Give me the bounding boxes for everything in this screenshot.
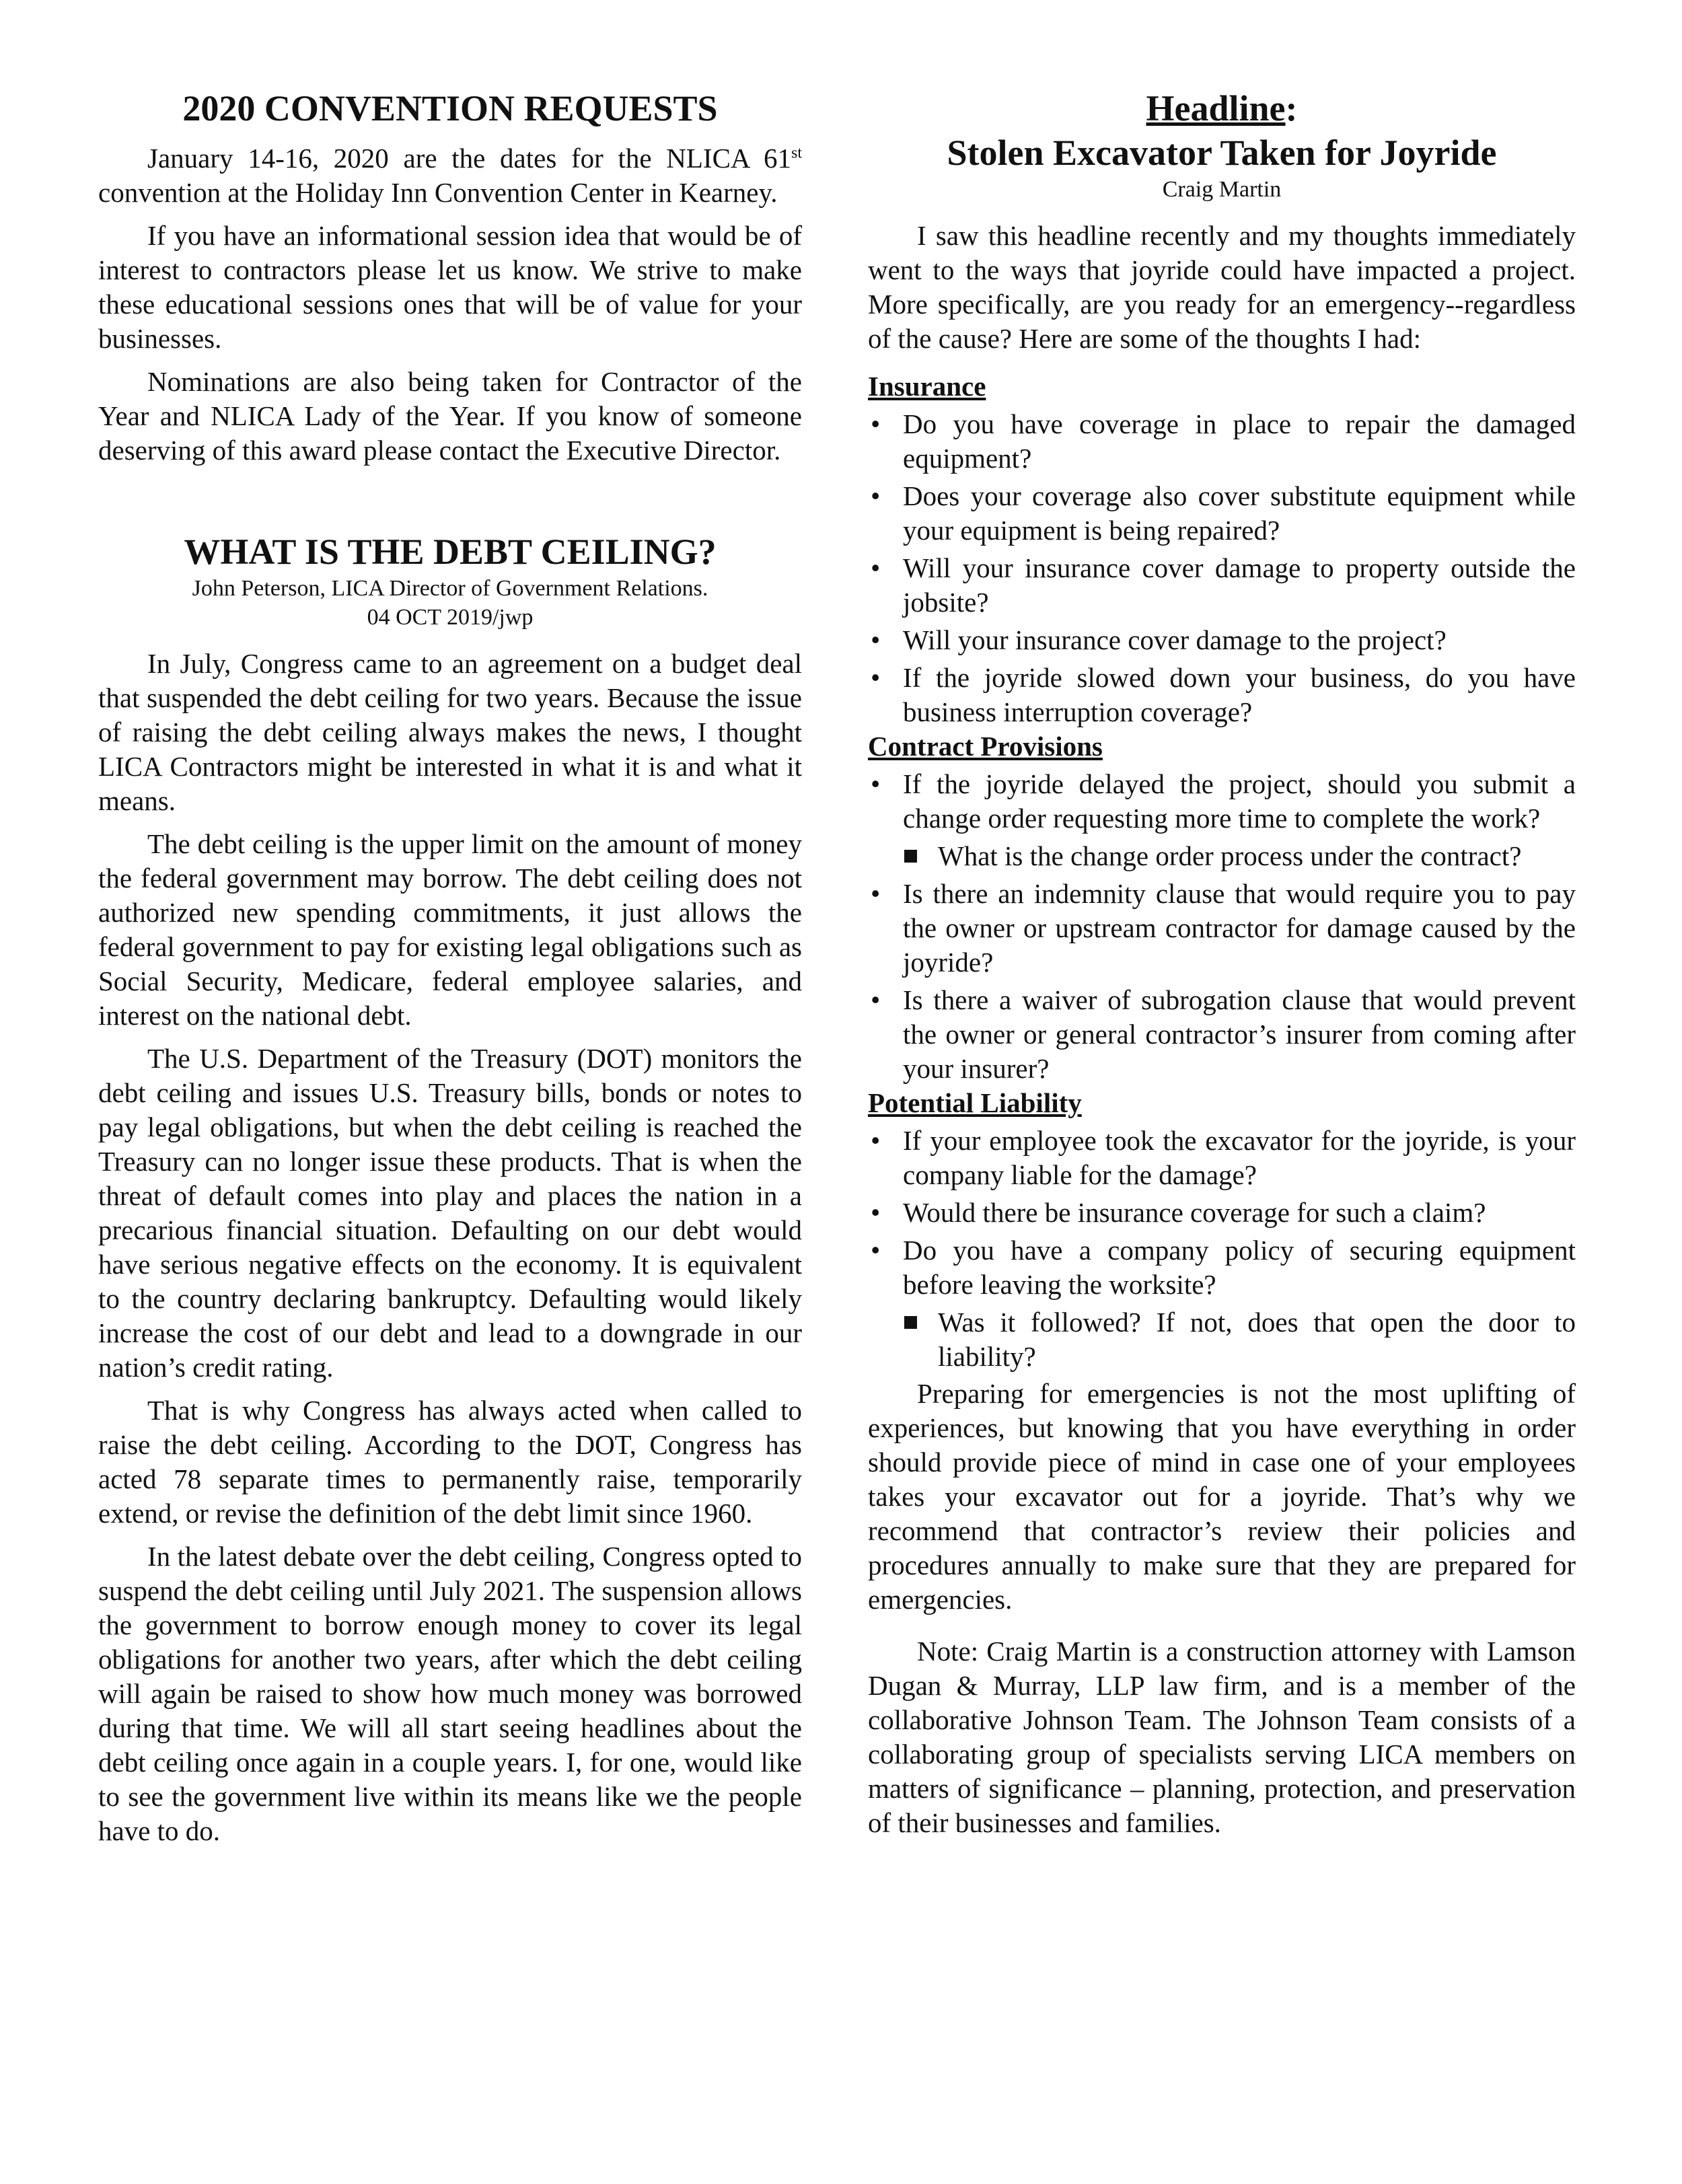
bullet-icon: • bbox=[871, 878, 881, 909]
contract-list bbox=[868, 767, 1576, 1086]
convention-paragraph-2: If you have an informational session idea that would be of interest to contractors please let us know. We strive to make these educational sessions ones that will be of value for your businesses. bbox=[98, 220, 802, 354]
contract-provisions-heading: Contract Provisions bbox=[868, 731, 1103, 762]
sub-list-item: What is the change order process under the contract? bbox=[868, 839, 1576, 873]
debt-paragraph-1: In July, Congress came to an agreement on a budget deal that suspended the debt ceiling for two years. Because the issue of raising the debt ceiling always makes the news, I thought LICA Contractors might be interested in what it is and what it means. bbox=[98, 648, 802, 816]
convention-paragraph-1: January 14-16, 2020 are the dates for the NLICA 61st convention at the Holiday Inn Convention Center in Kearney. bbox=[98, 143, 802, 208]
bullet-icon: • bbox=[871, 624, 881, 655]
bullet-icon: • bbox=[871, 1197, 881, 1228]
debt-paragraph-5: In the latest debate over the debt ceiling, Congress opted to suspend the debt ceiling until July 2021. The suspension allows the government to borrow enough money to cover its legal obligations for another two years, after which the debt ceiling will again be raised to show how much money was borrowed during that time. We will all start seeing headlines about the debt ceiling once again in a couple years. I, for one, would like to see the government live within its means like we the people have to do. bbox=[98, 1541, 802, 1846]
debt-ceiling-title: WHAT IS THE DEBT CEILING? bbox=[184, 532, 717, 572]
joyride-closing-paragraph: Preparing for emergencies is not the most uplifting of experiences, but knowing that you have everything in order should provide piece of mind in case one of your employees takes your excavator out for a joyride. That’s why we recommend that contractor’s review their policies and procedures annually to make sure that they are prepared for emergencies. bbox=[868, 1378, 1576, 1615]
convention-title: 2020 CONVENTION REQUESTS bbox=[182, 88, 718, 129]
right-column bbox=[868, 86, 1576, 1840]
list-item: • Is there a waiver of subrogation clause that would prevent the owner or general contractor’s insurer from coming after your insurer? bbox=[871, 984, 1576, 1084]
liability-list bbox=[868, 1124, 1576, 1374]
square-bullet-icon bbox=[904, 850, 917, 863]
insurance-list bbox=[868, 407, 1576, 729]
headline-label: Headline: bbox=[1146, 88, 1298, 129]
debt-paragraph-3: The U.S. Department of the Treasury (DOT) monitors the debt ceiling and issues U.S. Treasury bills, bonds or notes to pay legal obligations, but when the debt ceiling is reached the Treasury can no longer issue these products. That is when the threat of default comes into play and places the nation in a precarious financial situation. Defaulting on our debt would have serious negative effects on the economy. It is equivalent to the country declaring bankruptcy. Defaulting would likely increase the cost of our debt and lead to a downgrade in our nation’s credit rating. bbox=[98, 1043, 802, 1383]
left-column bbox=[98, 86, 802, 1848]
sub-list-item: Was it followed? If not, does that open the door to liability? bbox=[868, 1305, 1576, 1374]
list-item: • Will your insurance cover damage to the project? bbox=[868, 623, 1576, 657]
bullet-icon: • bbox=[871, 768, 881, 799]
bullet-icon: • bbox=[871, 552, 881, 583]
square-bullet-icon bbox=[904, 1316, 917, 1329]
list-item: • If the joyride delayed the project, should you submit a change order requesting more time to complete the work? bbox=[871, 768, 1576, 834]
bullet-icon: • bbox=[871, 1235, 881, 1266]
joyride-author: Craig Martin bbox=[1162, 177, 1282, 202]
bullet-icon: • bbox=[871, 480, 881, 511]
debt-ceiling-author: John Peterson, LICA Director of Government Relations. bbox=[192, 576, 708, 601]
list-item: • Do you have coverage in place to repair the damaged equipment? bbox=[871, 408, 1576, 474]
convention-paragraph-3: Nominations are also being taken for Contractor of the Year and NLICA Lady of the Year. If you know of someone deserving of this award please contact the Executive Director. bbox=[98, 366, 802, 466]
bullet-icon: • bbox=[871, 662, 881, 693]
bullet-icon: • bbox=[871, 1125, 881, 1156]
author-note: Note: Craig Martin is a construction attorney with Lamson Dugan & Murray, LLP law firm, and is a member of the collaborative Johnson Team. The Johnson Team consists of a collaborating group of specialists serving LICA members on matters of significance – planning, protection, and preservation of their businesses and families. bbox=[868, 1636, 1576, 1838]
list-item: • Is there an indemnity clause that would require you to pay the owner or upstream contractor for damage caused by the joyride? bbox=[871, 878, 1576, 978]
bullet-icon: • bbox=[871, 984, 881, 1015]
bullet-icon: • bbox=[871, 408, 881, 439]
debt-ceiling-date: 04 OCT 2019/jwp bbox=[367, 605, 534, 630]
debt-paragraph-4: That is why Congress has always acted when called to raise the debt ceiling. According to the DOT, Congress has acted 78 separate times to permanently raise, temporarily extend, or revise the definition of the debt limit since 1960. bbox=[98, 1395, 802, 1529]
list-item: • If the joyride slowed down your business, do you have business interruption coverage? bbox=[871, 662, 1576, 727]
joyride-article bbox=[868, 86, 1576, 1840]
joyride-title: Stolen Excavator Taken for Joyride bbox=[947, 133, 1497, 173]
list-item: • Do you have a company policy of securing equipment before leaving the worksite? bbox=[871, 1235, 1576, 1300]
potential-liability-heading: Potential Liability bbox=[868, 1087, 1082, 1118]
list-item: • Would there be insurance coverage for such a claim? bbox=[868, 1196, 1576, 1230]
list-item: • Will your insurance cover damage to property outside the jobsite? bbox=[871, 552, 1576, 618]
convention-article bbox=[98, 86, 802, 468]
debt-paragraph-2: The debt ceiling is the upper limit on the amount of money the federal government may borrow. The debt ceiling does not authorized new spending commitments, it just allows the federal government to pay for existing legal obligations such as Social Security, Medicare, federal employee salaries, and interest on the national debt. bbox=[98, 828, 802, 1031]
debt-ceiling-article bbox=[98, 530, 802, 1848]
list-item: • If your employee took the excavator for the joyride, is your company liable for the damage? bbox=[871, 1125, 1576, 1190]
insurance-heading: Insurance bbox=[868, 371, 986, 402]
joyride-intro: I saw this headline recently and my thoughts immediately went to the ways that joyride could have impacted a project. More specifically, are you ready for an emergency--regardless of the cause? Here are some of the thoughts I had: bbox=[868, 220, 1576, 354]
list-item: • Does your coverage also cover substitute equipment while your equipment is being repaired? bbox=[871, 480, 1576, 546]
